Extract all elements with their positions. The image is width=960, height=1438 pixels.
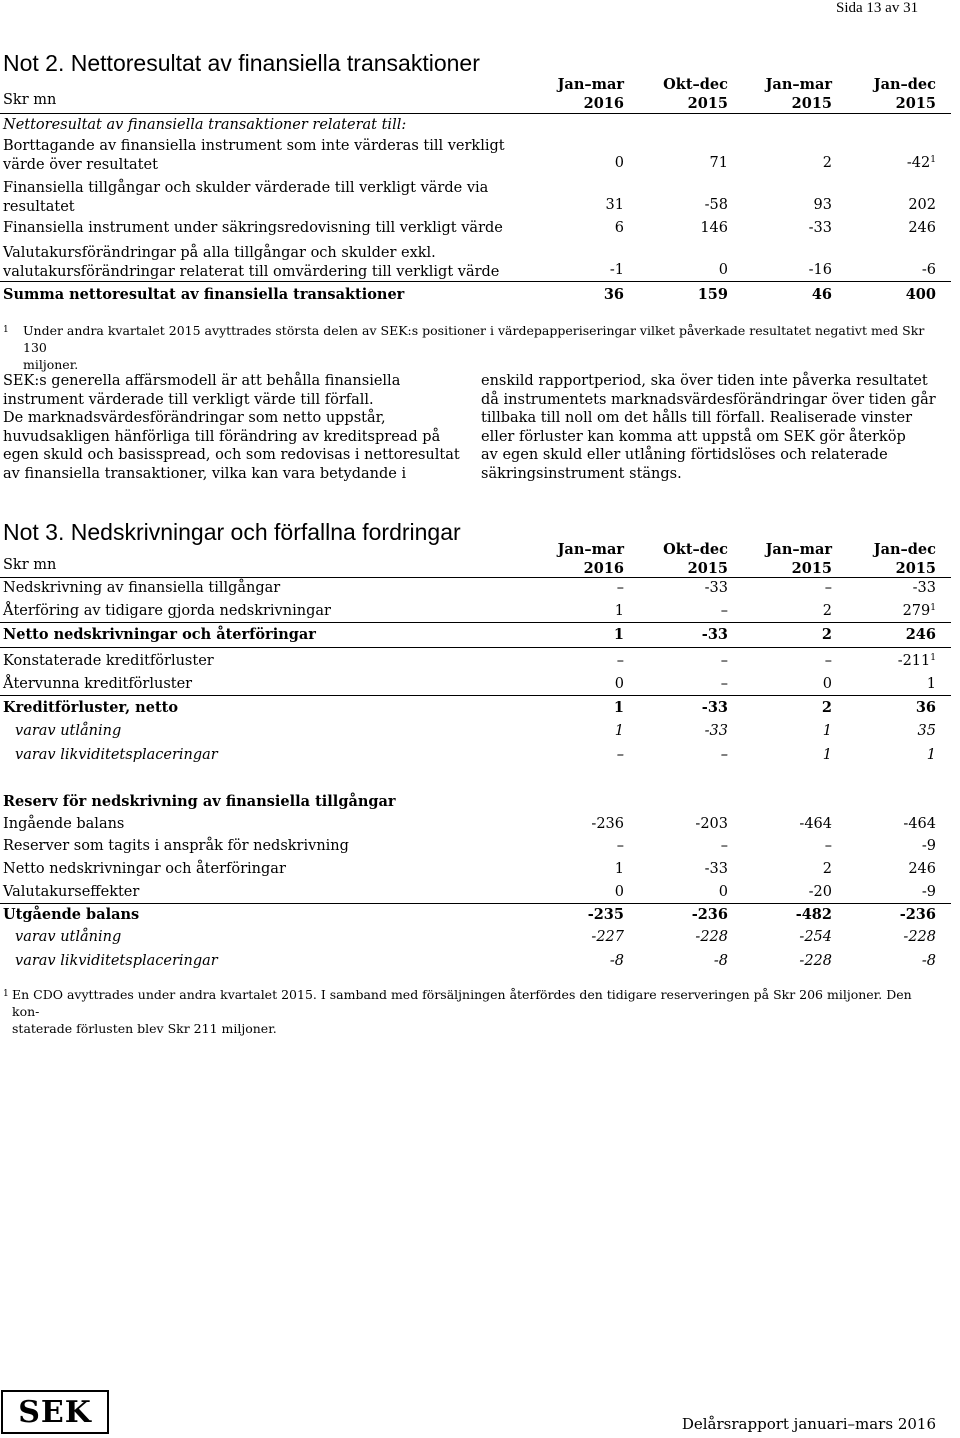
table-row-label: Finansiella tillgångar och skulder värderade till verkligt värde via resultatet [3,180,489,215]
page-number: Sida 13 av 31 [836,0,919,16]
note2-col4-header: Jan–dec 2015 [873,76,936,112]
table-row: varav utlåning 1 -33 1 35 [15,723,936,739]
reserve-heading: Reserv för nedskrivning av finansiella tillgångar [3,793,396,810]
note3-col4-header: Jan–dec 2015 [873,541,936,577]
note3-rule [0,647,951,648]
table-row-label: Valutakursförändringar på alla tillgångar och skulder exkl. valutakursförändringar relaterat till omvärdering till verkligt värde [3,245,500,280]
table-row: -1 0 -16 -6 [609,262,936,278]
note2-title [3,50,480,77]
table-row: Konstaterade kreditförluster – – – $-211^1$ [3,653,936,669]
note2-text-left: SEK:s generella affärsmodell är att behålla finansiella instrument värderade till verkligt värde till förfall. De marknadsvärdesförändringar som netto uppstår, huvudsakligen hänförliga till förändring av kreditspread på egen skuld och basisspread, och som redovisas i nettoresultat av finansiella transaktioner, vilka kan vara betydande i [3,373,460,482]
note3-rule [0,903,951,904]
table-row: Finansiella instrument under säkringsredovisning till verkligt värde 6 146 -33 246 [3,220,936,236]
note3-col2-header: Okt–dec 2015 [663,541,728,577]
note3-number: Not 3. [3,519,65,545]
sek-logo: SEK [1,1390,109,1434]
table-row: Ingående balans -236 -203 -464 -464 [3,816,936,832]
table-row: 0 71 2 $-42^1$ [614,155,936,171]
note3-col3-header: Jan–mar 2015 [765,541,832,577]
table-row-label: Borttagande av finansiella instrument som inte värderas till verkligt värde över resultatet [3,138,505,173]
table-total-row: Utgående balans -235 -236 -482 -236 [3,906,936,923]
table-row: varav likviditetsplaceringar -8 -8 -228 -8 [15,953,936,969]
table-row: Valutakurseffekter 0 0 -20 -9 [3,884,936,900]
table-total-row: Summa nettoresultat av finansiella transaktioner 36 159 46 400 [3,286,936,303]
footnote-marker: 1 [930,155,936,165]
note2-footnote: 1 Under andra kvartalet 2015 avyttrades största delen av SEK:s positioner i värdepapperiseringar vilket påverkade resultatet negativt med Skr 130 miljoner. [3,323,925,372]
table-row: 31 -58 93 202 [605,197,936,213]
table-subtotal-row: Kreditförluster, netto 1 -33 2 36 [3,699,936,716]
note3-col1-header: Jan–mar 2016 [557,541,624,577]
note2-header-rule [0,113,951,114]
note2-text-right: enskild rapportperiod, ska över tiden inte påverka resultatet då instrumentets marknadsvärdesförändringar över tiden går tillbaka till noll om det hålls till förfall. Realiserade vinster eller förluster kan komma att uppstå om SEK gör återköp av egen skuld eller utlåning förtidslöses och relaterade säkringsinstrument stängs. [481,373,936,482]
footnote-marker: 1 [930,603,936,613]
note2-heading: Nettoresultat av finansiella transaktioner [70,50,480,76]
note2-number: Not 2. [3,50,65,76]
table-row: Reserver som tagits i anspråk för nedskrivning – – – -9 [3,838,936,854]
report-title: Delårsrapport januari–mars 2016 [681,1415,936,1433]
note3-rule [0,622,951,623]
table-row: Återvunna kreditförluster 0 – 0 1 [3,676,936,692]
note3-footnote: 1 En CDO avyttrades under andra kvartalet 2015. I samband med försäljningen återfördes den tidigare reserveringen på Skr 206 miljoner. Den kon- staterade förlusten blev Skr 211 miljoner. [3,987,912,1036]
note2-col2-header: Okt–dec 2015 [663,76,728,112]
note2-section-heading: Nettoresultat av finansiella transaktioner relaterat till: [3,117,407,133]
note3-unit: Skr mn [3,557,57,573]
note2-col1-header: Jan–mar 2016 [557,76,624,112]
table-row: Nedskrivning av finansiella tillgångar – -33 – -33 [3,580,936,596]
footnote-marker: 1 [930,653,936,663]
note3-header-rule [0,577,951,578]
note3-heading: Nedskrivningar och förfallna fordringar [70,519,461,545]
table-subtotal-row: Netto nedskrivningar och återföringar 1 -33 2 246 [3,626,936,643]
note2-col3-header: Jan–mar 2015 [765,76,832,112]
note2-unit: Skr mn [3,92,57,108]
table-row: varav likviditetsplaceringar – – 1 1 [15,747,936,763]
note3-rule [0,695,951,696]
note2-total-rule [0,281,951,282]
table-row: varav utlåning -227 -228 -254 -228 [15,929,936,945]
table-row: Återföring av tidigare gjorda nedskrivningar 1 – 2 $279^1$ [3,603,936,619]
table-row: Netto nedskrivningar och återföringar 1 -33 2 246 [3,861,936,877]
note3-title [3,519,461,546]
